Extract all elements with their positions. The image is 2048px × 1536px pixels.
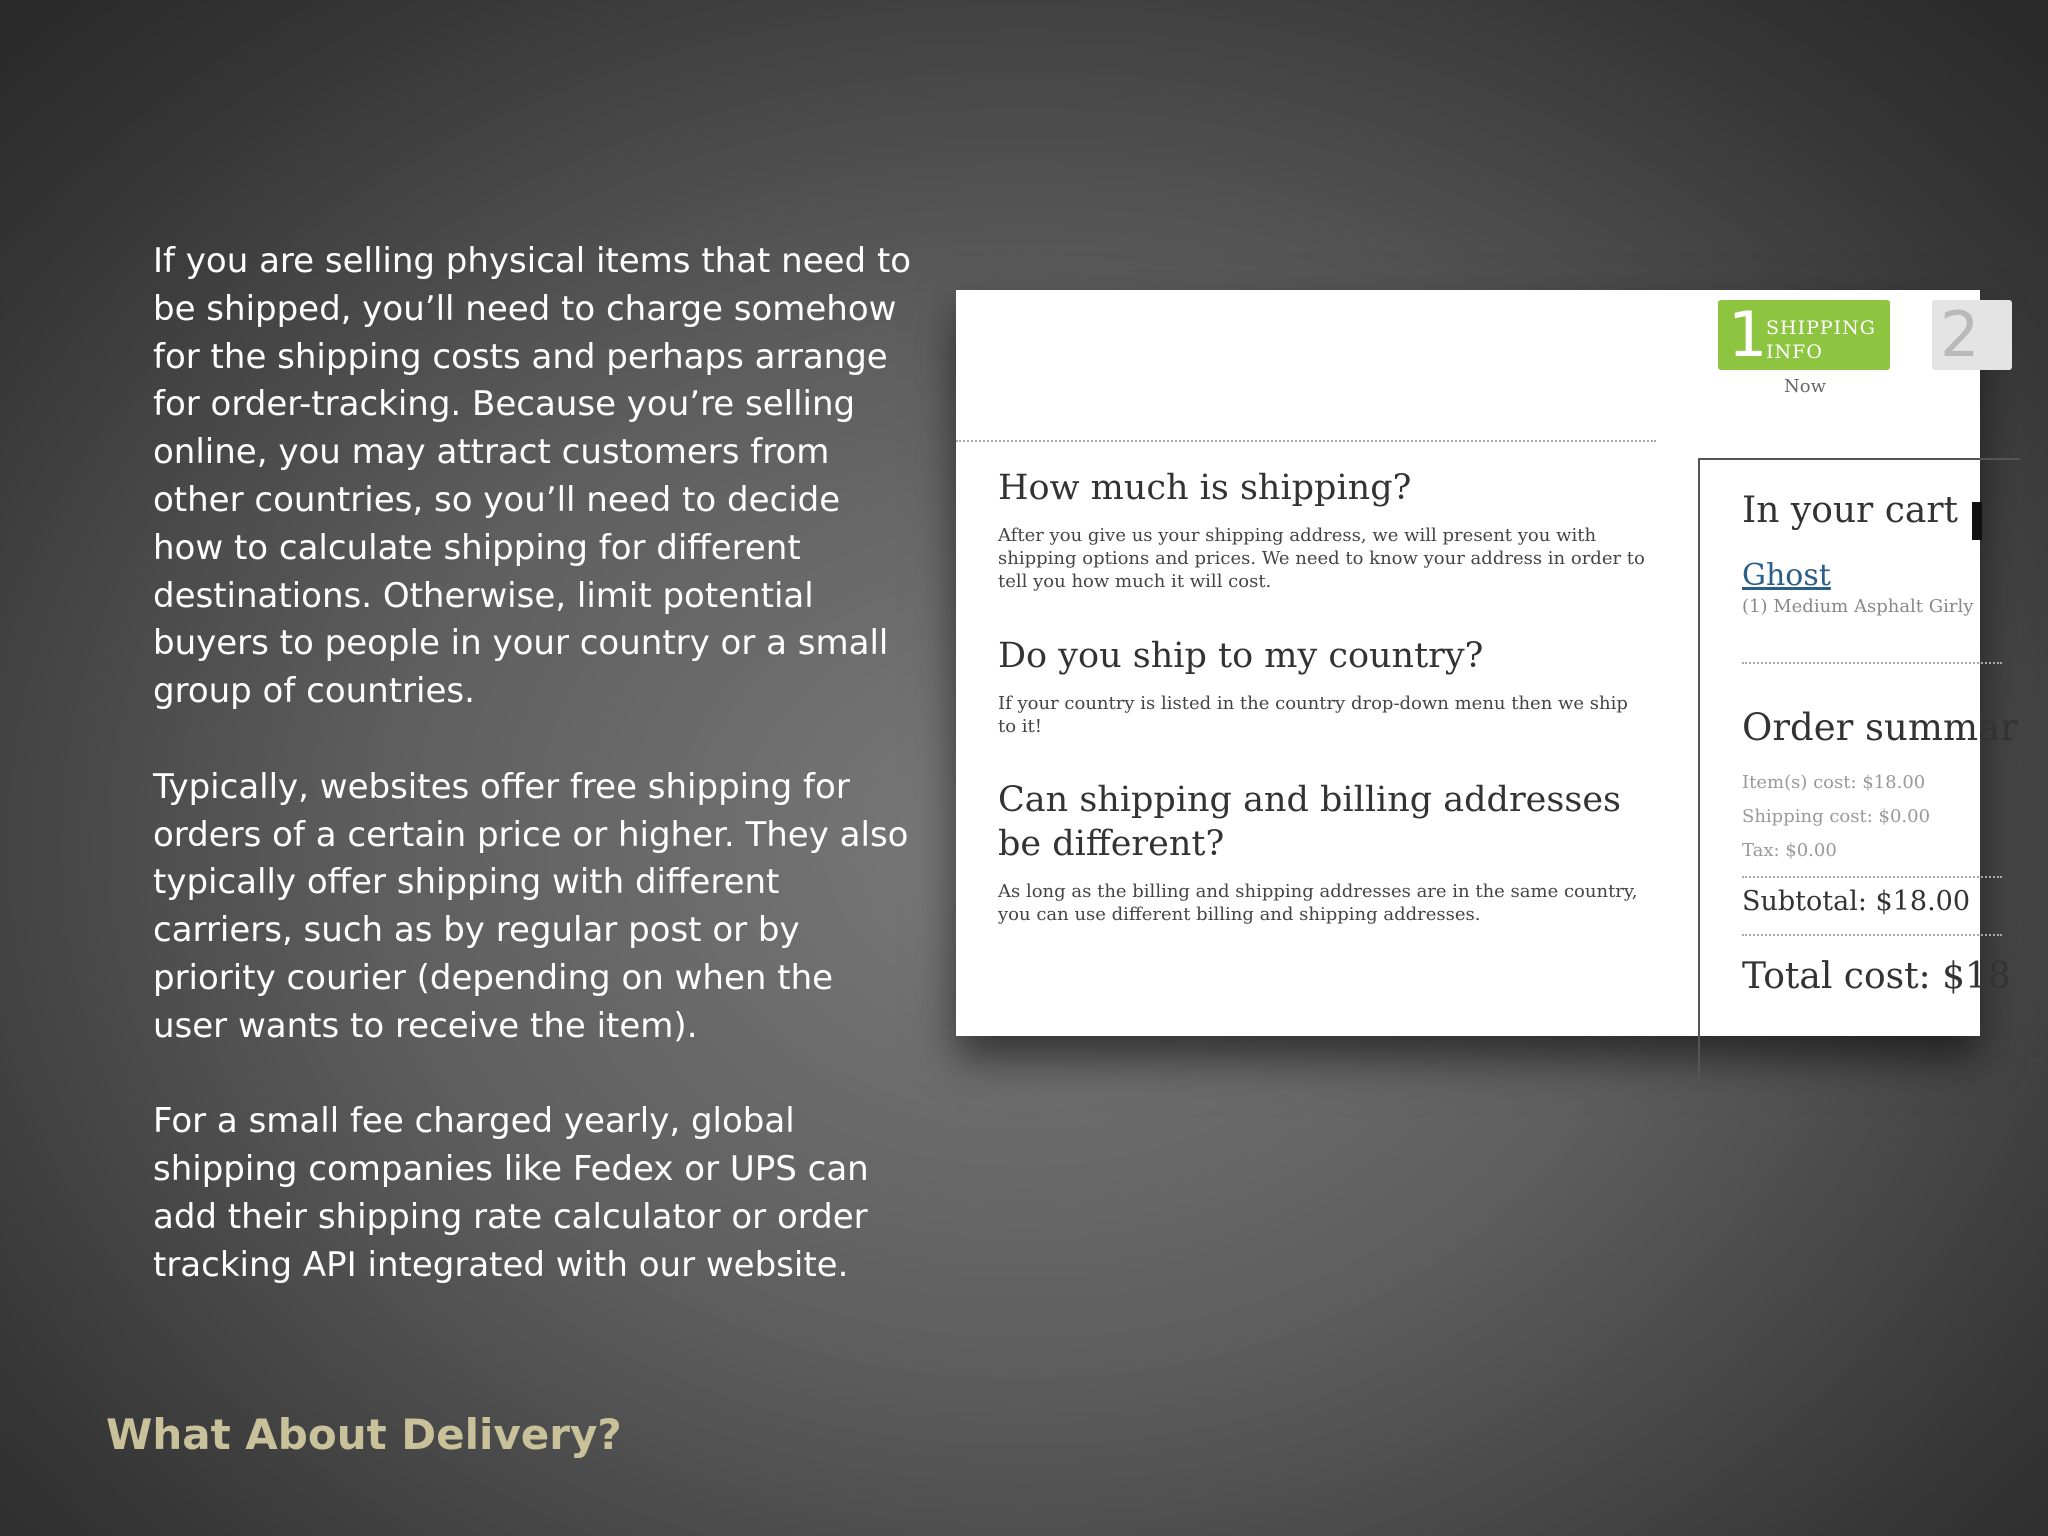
step-1-sublabel: Now: [1784, 376, 1826, 397]
faq-answer: As long as the billing and shipping addresses are in the same country, you can use different billing and shipping addresses.: [998, 881, 1638, 925]
subtotal: Subtotal: $18.00: [1742, 886, 1971, 917]
divider: [1742, 876, 2002, 878]
order-summary-title: Order summar: [1742, 706, 2018, 749]
step-1-shipping-info: [1718, 300, 1890, 370]
step-1-number: 1: [1728, 298, 1768, 371]
faq-answer: If your country is listed in the country drop-down menu then we ship to it!: [998, 693, 1628, 737]
cart-item-link[interactable]: Ghost: [1742, 558, 1831, 593]
faq-item: [998, 466, 1648, 593]
faq-question: Can shipping and billing addresses be different?: [998, 780, 1621, 864]
summary-line-tax: Tax: $0.00: [1742, 840, 1837, 861]
total-cost: Total cost: $18: [1742, 956, 2011, 997]
faq-question: Do you ship to my country?: [998, 636, 1484, 676]
divider: [956, 440, 1656, 442]
summary-line-shipping-cost: Shipping cost: $0.00: [1742, 806, 1931, 827]
faq-item: [998, 634, 1648, 738]
step-1-label: SHIPPING INFO: [1766, 317, 1876, 363]
faq-question: How much is shipping?: [998, 468, 1412, 508]
cart-edit-button[interactable]: [1972, 502, 1982, 540]
step-2-number: 2: [1940, 298, 1980, 371]
summary-line-items-cost: Item(s) cost: $18.00: [1742, 772, 1926, 793]
divider: [1742, 662, 2002, 664]
faq-item: [998, 778, 1648, 926]
paragraph-free-shipping: Typically, websites offer free shipping for orders of a certain price or higher. They also typically offer shipping with different carriers, such as by regular post or by priority courier (depending on when the user wants to receive the item).: [153, 766, 909, 1046]
paragraph-selling-physical-items: If you are selling physical items that need to be shipped, you’ll need to charge somehow for the shipping costs and perhaps arrange for order-tracking. Because you’re selling online, you may attract customers from other countries, so you’ll need to decide how to calculate shipping for different destinations. Otherwise, limit potential buyers to people in your country or a small group of countries.: [153, 241, 912, 712]
checkout-screenshot: [956, 290, 2018, 1036]
slide-title: What About Delivery?: [106, 1410, 622, 1459]
paragraph-shipping-companies: For a small fee charged yearly, global shipping companies like Fedex or UPS can add their shipping rate calculator or order tracking API integrated with our website.: [153, 1101, 869, 1285]
slide-body-text: [153, 238, 913, 1337]
faq-answer: After you give us your shipping address, we will present you with shipping options and prices. We need to know your address in order to tell you how much it will cost.: [998, 525, 1645, 592]
step-2: [1932, 300, 2012, 370]
cart-title: In your cart: [1742, 490, 1958, 531]
divider: [1742, 934, 2002, 936]
cart-item-description: (1) Medium Asphalt Girly: [1742, 596, 1974, 617]
